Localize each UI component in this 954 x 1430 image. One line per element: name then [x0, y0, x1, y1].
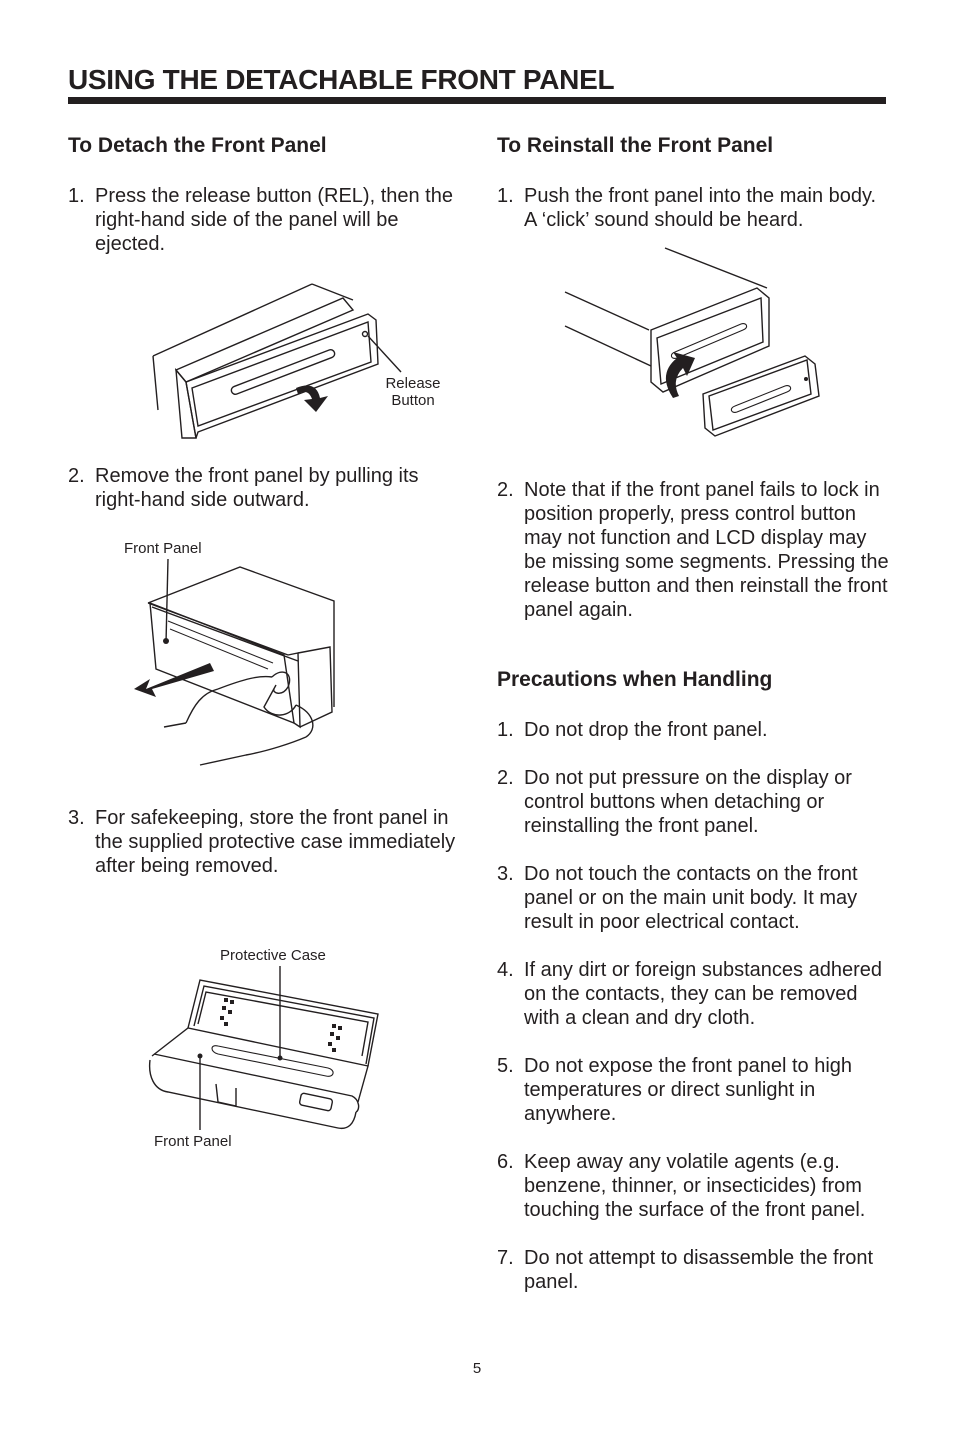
front-panel-case-label: Front Panel [154, 1133, 232, 1150]
precautions-steps [497, 718, 892, 1294]
precaution-step-3 [497, 862, 892, 934]
precaution-step-2 [497, 766, 892, 838]
detach-step-2 [68, 464, 468, 512]
title-rule [68, 97, 886, 104]
step-text: Do not expose the front panel to high temperatures or direct sunlight in anywhere. [524, 1055, 853, 1125]
detach-steps [68, 184, 468, 256]
release-button-illustration [68, 280, 468, 442]
step-number: 1. [497, 185, 514, 207]
step-text: Press the release button (REL), then the right-hand side of the panel will be ejected. [95, 185, 453, 255]
precaution-step-4 [497, 958, 892, 1030]
step-number: 2. [68, 465, 85, 487]
step-text: Do not put pressure on the display or control buttons when detaching or reinstalling the front panel. [524, 767, 852, 837]
reinstall-heading: To Reinstall the Front Panel [497, 134, 774, 157]
reinstall-steps-2 [497, 478, 892, 622]
detach-section [68, 132, 468, 1156]
remove-panel-illustration [68, 537, 468, 769]
reinstall-section [497, 132, 892, 1294]
step-number: 3. [68, 807, 85, 829]
precaution-step-7 [497, 1246, 892, 1294]
step-number: 2. [497, 767, 514, 789]
step-number: 5. [497, 1055, 514, 1077]
detach-step-3 [68, 806, 468, 878]
reinstall-illustration [497, 246, 892, 442]
reinstall-steps [497, 184, 892, 232]
release-button-label-line1: Release [385, 375, 441, 392]
step-number: 3. [497, 863, 514, 885]
step-text: Do not drop the front panel. [524, 719, 768, 741]
step-number: 1. [68, 185, 85, 207]
precautions-heading: Precautions when Handling [497, 668, 773, 691]
reinstall-step-2 [497, 478, 892, 622]
release-button-label-line2: Button [391, 392, 435, 409]
step-number: 2. [497, 479, 514, 501]
step-number: 1. [497, 719, 514, 741]
detach-heading: To Detach the Front Panel [68, 134, 327, 157]
precaution-step-6 [497, 1150, 892, 1222]
precaution-step-1 [497, 718, 892, 742]
step-text: For safekeeping, store the front panel in the supplied protective case immediately after being removed. [95, 807, 456, 877]
step-number: 6. [497, 1151, 514, 1173]
detach-steps-2 [68, 464, 468, 512]
precaution-step-5 [497, 1054, 892, 1126]
step-text: Do not attempt to disassemble the front panel. [524, 1247, 874, 1293]
detach-steps-3 [68, 806, 468, 878]
page-number: 5 [472, 1360, 482, 1377]
step-text: Note that if the front panel fails to lock in position properly, press control button may not function and LCD display may be missing some segments. Pressing the release button and then reinstall the front panel again. [524, 479, 889, 621]
page-title: USING THE DETACHABLE FRONT PANEL [68, 64, 615, 95]
reinstall-step-1 [497, 184, 892, 232]
step-number: 7. [497, 1247, 514, 1269]
step-text: Keep away any volatile agents (e.g. benzene, thinner, or insecticides) from touching the surface of the front panel. [524, 1151, 866, 1221]
step-text: Do not touch the contacts on the front panel or on the main unit body. It may result in poor electrical contact. [524, 863, 858, 933]
step-number: 4. [497, 959, 514, 981]
protective-case-label: Protective Case [220, 947, 326, 964]
protective-case-illustration [68, 906, 468, 1156]
step-text: If any dirt or foreign substances adhered on the contacts, they can be removed with a clean and dry cloth. [524, 959, 882, 1029]
step-text: Push the front panel into the main body. A ‘click’ sound should be heard. [524, 185, 877, 231]
detach-step-1 [68, 184, 468, 256]
front-panel-label: Front Panel [124, 540, 202, 557]
step-text: Remove the front panel by pulling its right-hand side outward. [95, 465, 419, 511]
